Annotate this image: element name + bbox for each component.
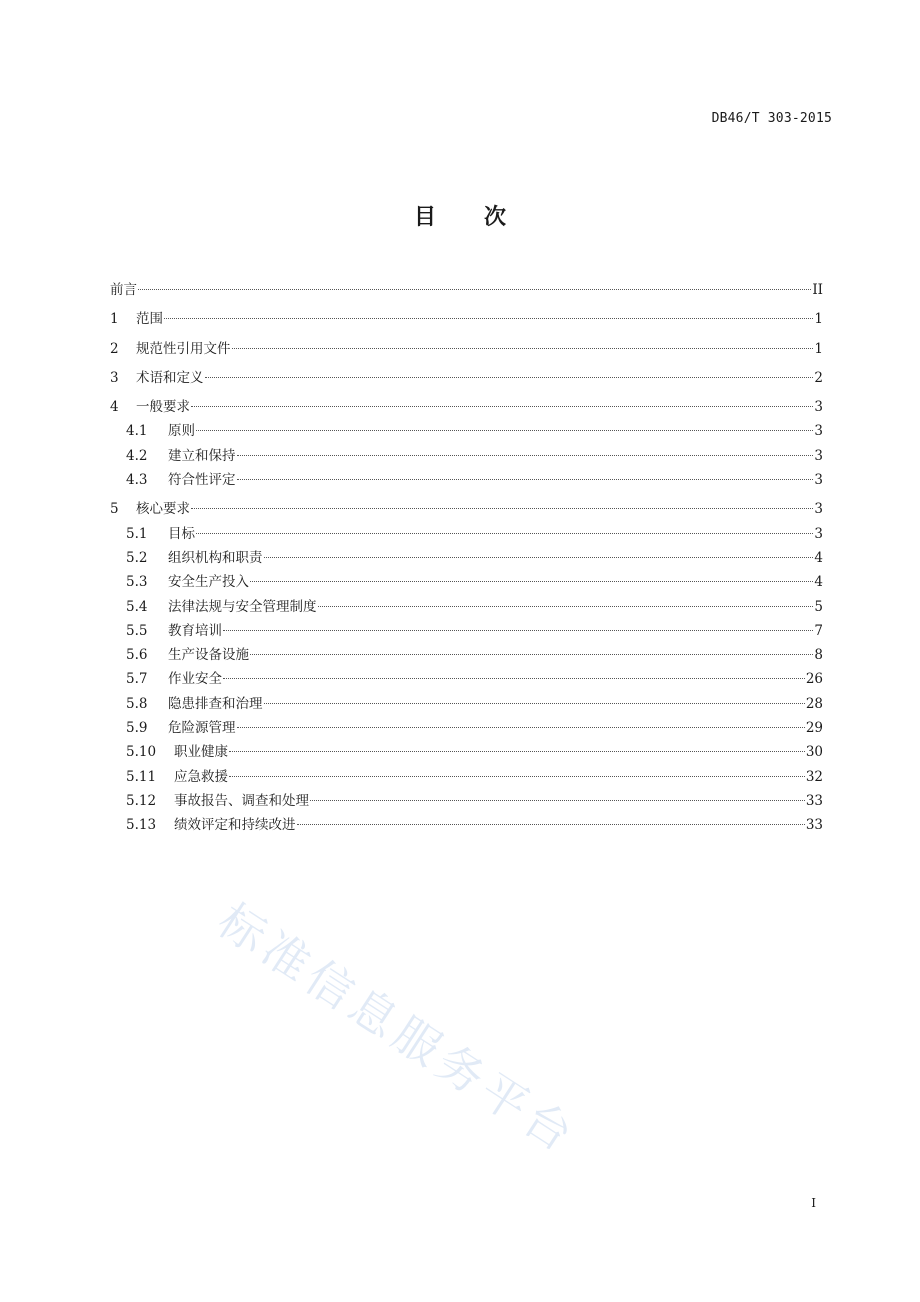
toc-entry-5-1[interactable] — [110, 522, 823, 546]
toc-entry-number: 4.1 — [126, 423, 148, 440]
toc-entry-title: 符合性评定 — [168, 472, 236, 489]
toc-entry-page: 1 — [814, 340, 823, 357]
toc-entry-page: 29 — [805, 720, 823, 737]
toc-entry-title: 术语和定义 — [136, 369, 204, 386]
toc-leader — [205, 377, 814, 378]
toc-entry-number: 4.3 — [126, 472, 148, 489]
toc-entry-1[interactable] — [110, 307, 823, 331]
toc-leader — [191, 406, 813, 407]
toc-entry-page: 32 — [805, 768, 823, 785]
toc-entry-5-7[interactable] — [110, 667, 823, 691]
toc-leader — [229, 776, 805, 777]
toc-entry-4-1[interactable] — [110, 419, 823, 443]
toc-entry-title: 一般要求 — [136, 399, 190, 416]
toc-entry-number: 5.13 — [126, 817, 157, 834]
toc-entry-title: 目标 — [168, 525, 195, 542]
toc-entry-title: 隐患排查和治理 — [168, 695, 263, 712]
toc-leader — [250, 581, 813, 582]
toc-entry-5-9[interactable] — [110, 716, 823, 740]
toc-entry-page: 7 — [814, 622, 823, 639]
toc-title-char-2: 次 — [484, 205, 507, 230]
toc-title-char-1: 目 — [413, 205, 436, 230]
toc-entry-number: 5.6 — [126, 647, 148, 664]
toc-entry-page: 3 — [814, 423, 823, 440]
toc-leader — [237, 455, 814, 456]
toc-entry-page: 30 — [805, 744, 823, 761]
toc-entry-page: 33 — [805, 792, 823, 809]
toc-entry-page: 4 — [814, 549, 823, 566]
toc-entry-page: 1 — [814, 311, 823, 328]
document-code: DB46/T 303-2015 — [711, 111, 832, 126]
toc-leader — [229, 751, 805, 752]
toc-entry-page: 26 — [805, 671, 823, 688]
toc-leader — [264, 703, 805, 704]
toc-entry-title: 生产设备设施 — [168, 647, 249, 664]
toc-entry-5-6[interactable] — [110, 643, 823, 667]
toc-entry-5-2[interactable] — [110, 546, 823, 570]
toc-entry-4-2[interactable] — [110, 444, 823, 468]
toc-entry-number: 1 — [110, 311, 119, 328]
toc-entry-page: 3 — [814, 447, 823, 464]
toc-entry-title: 应急救援 — [174, 768, 228, 785]
toc-entry-5-5[interactable] — [110, 619, 823, 643]
toc-leader — [164, 318, 813, 319]
toc-entry-page: 2 — [814, 369, 823, 386]
toc-entry-5[interactable] — [110, 497, 823, 521]
toc-leader — [250, 654, 813, 655]
toc-entry-page: 3 — [814, 399, 823, 416]
toc-title — [0, 200, 920, 231]
toc-entry-title: 绩效评定和持续改进 — [174, 817, 296, 834]
toc-entry-number: 5.11 — [126, 768, 157, 785]
toc-entry-page: 3 — [814, 501, 823, 518]
toc-entry-number: 5.4 — [126, 598, 148, 615]
toc-entry-5-11[interactable] — [110, 765, 823, 789]
toc-entry-title: 核心要求 — [136, 501, 190, 518]
toc-entry-page: 8 — [814, 647, 823, 664]
toc-entry-number: 5.12 — [126, 792, 157, 809]
toc-entry-number: 5.9 — [126, 720, 148, 737]
toc-entry-number: 2 — [110, 340, 119, 357]
toc-leader — [223, 678, 805, 679]
toc-entry-page: 3 — [814, 525, 823, 542]
toc-entry-5-3[interactable] — [110, 570, 823, 594]
toc-leader — [237, 479, 814, 480]
toc-entry-number: 5.5 — [126, 622, 148, 639]
toc-entry-title: 职业健康 — [174, 744, 228, 761]
toc-entry-title: 教育培训 — [168, 622, 222, 639]
toc-entry-title: 法律法规与安全管理制度 — [168, 598, 317, 615]
toc-entry-page: II — [812, 282, 823, 298]
toc-entry-title: 作业安全 — [168, 671, 222, 688]
toc-leader — [191, 508, 813, 509]
toc-entry-number: 5.7 — [126, 671, 148, 688]
toc-entry-foreword[interactable] — [110, 278, 823, 302]
toc-entry-title: 建立和保持 — [168, 447, 236, 464]
toc-entry-5-10[interactable] — [110, 740, 823, 764]
toc-leader — [232, 348, 814, 349]
toc-entry-title: 前言 — [110, 282, 137, 298]
toc-entry-3[interactable] — [110, 366, 823, 390]
toc-entry-number: 4.2 — [126, 447, 148, 464]
toc-entry-title: 事故报告、调查和处理 — [174, 792, 309, 809]
toc-entry-page: 3 — [814, 472, 823, 489]
toc-entry-number: 5.1 — [126, 525, 148, 542]
toc-entry-5-12[interactable] — [110, 789, 823, 813]
toc-entry-5-8[interactable] — [110, 692, 823, 716]
page-number: I — [811, 1196, 816, 1210]
toc-leader — [237, 727, 805, 728]
toc-entry-title: 安全生产投入 — [168, 574, 249, 591]
table-of-contents — [110, 278, 823, 838]
toc-entry-4-3[interactable] — [110, 468, 823, 492]
toc-entry-page: 4 — [814, 574, 823, 591]
toc-entry-title: 原则 — [168, 423, 195, 440]
toc-entry-page: 5 — [814, 598, 823, 615]
toc-entry-2[interactable] — [110, 337, 823, 361]
toc-entry-5-4[interactable] — [110, 595, 823, 619]
toc-leader — [297, 824, 805, 825]
toc-entry-number: 5.3 — [126, 574, 148, 591]
watermark: 标准信息服务平台 — [208, 892, 587, 1165]
toc-leader — [196, 533, 813, 534]
toc-leader — [264, 557, 814, 558]
toc-entry-number: 5.8 — [126, 695, 148, 712]
toc-leader — [196, 430, 813, 431]
toc-entry-5-13[interactable] — [110, 813, 823, 837]
toc-entry-number: 3 — [110, 369, 119, 386]
toc-leader — [318, 606, 814, 607]
toc-entry-number: 5.10 — [126, 744, 157, 761]
toc-entry-number: 4 — [110, 399, 119, 416]
toc-entry-title: 组织机构和职责 — [168, 549, 263, 566]
toc-entry-number: 5 — [110, 501, 119, 518]
toc-entry-page: 28 — [805, 695, 823, 712]
toc-entry-title: 范围 — [136, 311, 163, 328]
toc-entry-title: 规范性引用文件 — [136, 340, 231, 357]
toc-leader — [138, 289, 811, 290]
toc-entry-page: 33 — [805, 817, 823, 834]
toc-entry-4[interactable] — [110, 395, 823, 419]
toc-entry-title: 危险源管理 — [168, 720, 236, 737]
toc-leader — [223, 630, 813, 631]
toc-entry-number: 5.2 — [126, 549, 148, 566]
toc-leader — [310, 800, 805, 801]
